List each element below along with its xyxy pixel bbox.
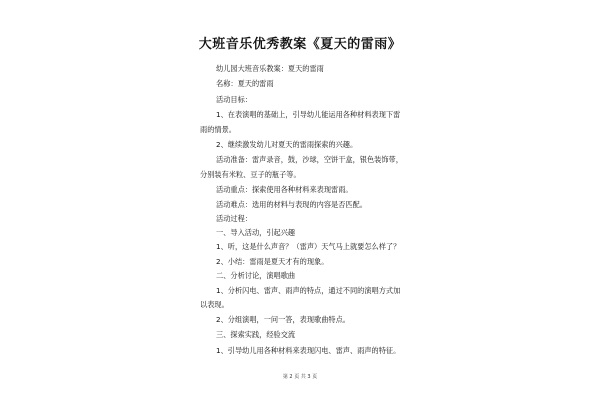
doc-line-5: 雨的情景。 xyxy=(200,125,236,134)
doc-line-17: 以表现。 xyxy=(200,300,229,309)
doc-line-8: 分别装有米粒、豆子的瓶子等。 xyxy=(200,170,301,179)
document-title: 大班音乐优秀教案《夏天的雷雨》 xyxy=(198,37,402,52)
doc-line-9: 活动重点：探索使用各种材料来表现雷雨。 xyxy=(216,185,353,194)
doc-line-12: 一、导入活动，引起兴趣 xyxy=(216,228,296,237)
doc-line-19: 三、探索实践，经验交流 xyxy=(216,330,296,339)
doc-line-6: 2、继续激发幼儿对夏天的雷雨探索的兴趣。 xyxy=(216,140,358,149)
doc-line-13: 1、听，这是什么声音？（雷声）天气马上就要怎么样了？ xyxy=(216,242,401,251)
doc-line-4: 1、在表演唱的基础上，引导幼儿能运用各种材料表现下雷 xyxy=(216,110,401,119)
doc-line-2: 名称：夏天的雷雨 xyxy=(216,79,274,88)
doc-line-7: 活动准备：雷声录音，鼓，沙球，空饼干盒，银色装饰带， xyxy=(216,155,403,164)
doc-line-11: 活动过程： xyxy=(216,214,252,223)
doc-line-18: 2、分组演唱，一问一答，表现歌曲特点。 xyxy=(216,315,350,324)
doc-line-1: 幼儿园大班音乐教案：夏天的雷雨 xyxy=(216,64,324,73)
doc-line-14: 2、小结：雷雨是夏天才有的现象。 xyxy=(216,257,329,266)
page-number-footer: 第 2 页 共 3 页 xyxy=(282,374,318,380)
doc-line-10: 活动难点：选用的材料与表现的内容是否匹配。 xyxy=(216,200,367,209)
doc-line-16: 1、分析闪电、雷声、雨声的特点，通过不同的演唱方式加 xyxy=(216,286,401,295)
doc-line-20: 1、引导幼儿用各种材料来表现闪电、雷声、雨声的特征。 xyxy=(216,346,401,355)
doc-line-3: 活动目标： xyxy=(216,95,252,104)
doc-line-15: 二、分析讨论，演唱歌曲 xyxy=(216,271,296,280)
